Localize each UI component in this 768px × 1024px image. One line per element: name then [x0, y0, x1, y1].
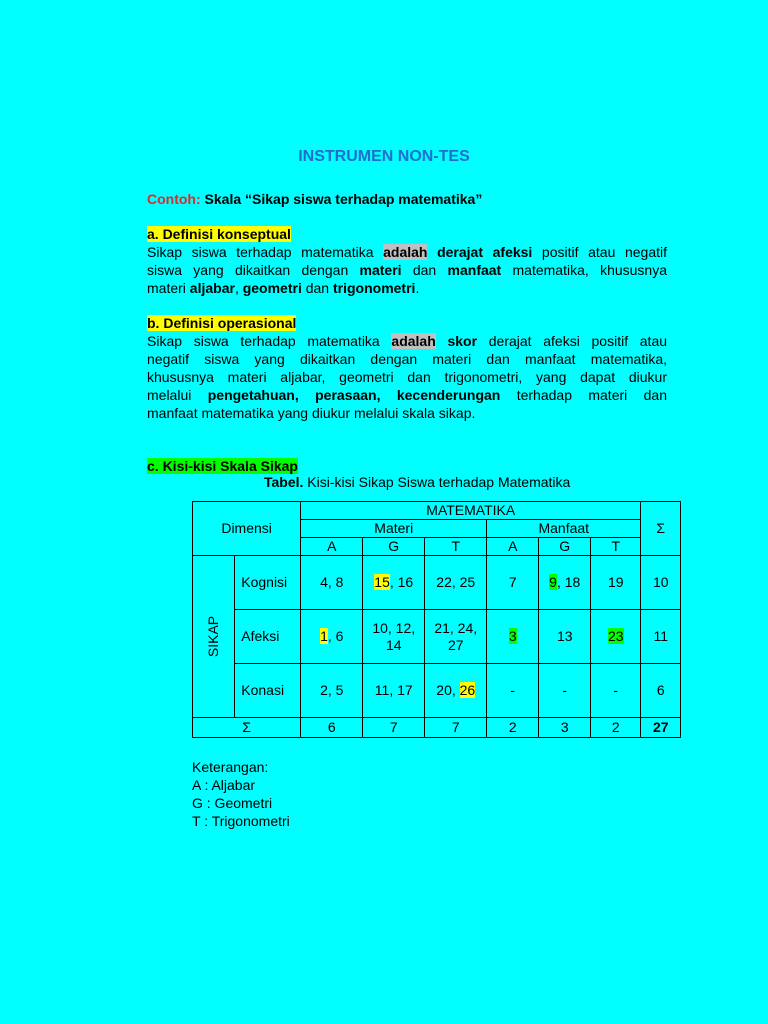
table-cell [301, 610, 363, 664]
adalah-highlight: adalah [383, 244, 428, 260]
highlighted-item: 15 [374, 574, 390, 590]
section-b-heading: b. Definisi operasional [147, 315, 297, 331]
text-run: derajat afeksi positif atau [477, 333, 668, 349]
highlighted-item: 9 [549, 574, 557, 590]
table-cell [425, 664, 487, 718]
text-run: positif atau negatif [532, 244, 668, 260]
text-run [436, 333, 448, 349]
section-a-line-1 [147, 243, 667, 261]
table-cell: 22, 25 [425, 556, 487, 610]
bold-term: skor [447, 333, 478, 349]
contoh-line [147, 190, 667, 208]
grand-total: 27 [641, 718, 681, 738]
highlighted-item: 23 [607, 628, 624, 644]
materi-header: Materi [301, 520, 487, 538]
bold-term: pengetahuan, perasaan, kecenderungan [207, 387, 501, 403]
text-run: , [234, 280, 243, 296]
cell-text: 21, 24, [434, 619, 478, 636]
bold-term: aljabar [189, 280, 235, 296]
table-cell: 11, 17 [363, 664, 425, 718]
caption-text: Kisi-kisi Sikap Siswa terhadap Matematika [303, 474, 571, 490]
kisi-kisi-table [192, 501, 681, 738]
sub-header-t: T [425, 538, 487, 556]
row-label: Kognisi [235, 556, 301, 610]
bold-term: trigonometri [332, 280, 416, 296]
text-run: Sikap siswa terhadap matematika [147, 244, 384, 260]
page-title: INSTRUMEN NON-TES [298, 148, 470, 165]
text-run [427, 244, 437, 260]
table-cell: - [539, 664, 591, 718]
text-run: dan [401, 262, 448, 278]
section-b-line-2: negatif siswa yang dikaitkan dengan materi dan manfaat matematika, [147, 351, 667, 367]
table-cell: 2, 5 [301, 664, 363, 718]
cell-text: , 6 [327, 628, 344, 644]
sub-header-t: T [591, 538, 641, 556]
text-run: siswa yang dikaitkan dengan [147, 262, 360, 278]
table-caption [264, 474, 570, 490]
manfaat-header: Manfaat [487, 520, 641, 538]
table-row [193, 556, 681, 610]
cell-text: 14 [385, 636, 402, 653]
contoh-text: Skala “Sikap siswa terhadap matematika” [204, 191, 483, 207]
text-run: . [415, 280, 420, 296]
sigma-header: Σ [641, 502, 681, 556]
row-sum: 11 [641, 610, 681, 664]
row-label: Konasi [235, 664, 301, 718]
text-run: terhadap materi dan [500, 387, 667, 403]
cell-text: 20, [436, 682, 460, 698]
totals-label: Σ [193, 718, 301, 738]
sub-header-a: A [301, 538, 363, 556]
total-cell: 2 [591, 718, 641, 738]
table-cell: - [487, 664, 539, 718]
matematika-header: MATEMATIKA [301, 502, 641, 520]
bold-term: geometri [242, 280, 302, 296]
section-a-heading: a. Definisi konseptual [147, 226, 291, 242]
contoh-label: Contoh: [147, 191, 201, 207]
cell-text: , 18 [556, 574, 581, 590]
text-run: materi [147, 280, 190, 296]
bold-term: manfaat [447, 262, 502, 278]
table-cell [487, 610, 539, 664]
row-sum: 10 [641, 556, 681, 610]
highlighted-item: 1 [320, 628, 328, 644]
sikap-label: SIKAP [205, 615, 222, 658]
table-row [193, 664, 681, 718]
total-cell: 2 [487, 718, 539, 738]
table-cell [591, 610, 641, 664]
section-c-heading: c. Kisi-kisi Skala Sikap [147, 458, 298, 474]
section-a-line-2 [147, 261, 667, 279]
total-cell: 6 [301, 718, 363, 738]
caption-label: Tabel. [264, 474, 304, 490]
row-label: Afeksi [235, 610, 301, 664]
dimensi-header: Dimensi [193, 502, 301, 556]
section-b-line-5: manfaat matematika yang diukur melalui skala sikap. [147, 405, 476, 421]
section-b-line-3: khususnya materi aljabar, geometri dan trigonometri, yang dapat diukur [147, 369, 667, 385]
row-sum: 6 [641, 664, 681, 718]
cell-text: 10, 12, [372, 619, 416, 636]
total-cell: 3 [539, 718, 591, 738]
totals-row [193, 718, 681, 738]
highlighted-item: 26 [459, 682, 476, 698]
table-cell: 4, 8 [301, 556, 363, 610]
table-row [193, 610, 681, 664]
adalah-highlight: adalah [391, 333, 436, 349]
sub-header-a: A [487, 538, 539, 556]
keterangan-title: Keterangan: [192, 759, 269, 775]
cell-text: , 16 [389, 574, 414, 590]
keterangan-item: T : Trigonometri [192, 813, 290, 829]
table-cell [363, 610, 425, 664]
text-run: melalui [147, 387, 208, 403]
section-c-heading-line [147, 457, 667, 475]
sub-header-g: G [363, 538, 425, 556]
table-cell [363, 556, 425, 610]
text-run: dan [301, 280, 333, 296]
table-cell: 13 [539, 610, 591, 664]
table-cell [539, 556, 591, 610]
total-cell: 7 [363, 718, 425, 738]
text-run: matematika, khususnya [501, 262, 667, 278]
sikap-label-cell [193, 556, 235, 718]
table-cell: 19 [591, 556, 641, 610]
table-cell: - [591, 664, 641, 718]
bold-term: materi [359, 262, 402, 278]
table-cell [425, 610, 487, 664]
sub-header-g: G [539, 538, 591, 556]
cell-text: 27 [447, 636, 464, 653]
keterangan-item: A : Aljabar [192, 777, 256, 793]
bold-term: derajat afeksi [437, 244, 533, 260]
section-b-line-4 [147, 386, 667, 404]
keterangan-item: G : Geometri [192, 795, 273, 811]
text-run: Sikap siswa terhadap matematika [147, 333, 392, 349]
section-b-heading-line [147, 314, 667, 332]
section-b-line-1 [147, 332, 667, 350]
highlighted-item: 3 [508, 628, 517, 644]
total-cell: 7 [425, 718, 487, 738]
section-a-line-3 [147, 279, 667, 297]
table-cell: 7 [487, 556, 539, 610]
section-a-heading-line [147, 225, 667, 243]
